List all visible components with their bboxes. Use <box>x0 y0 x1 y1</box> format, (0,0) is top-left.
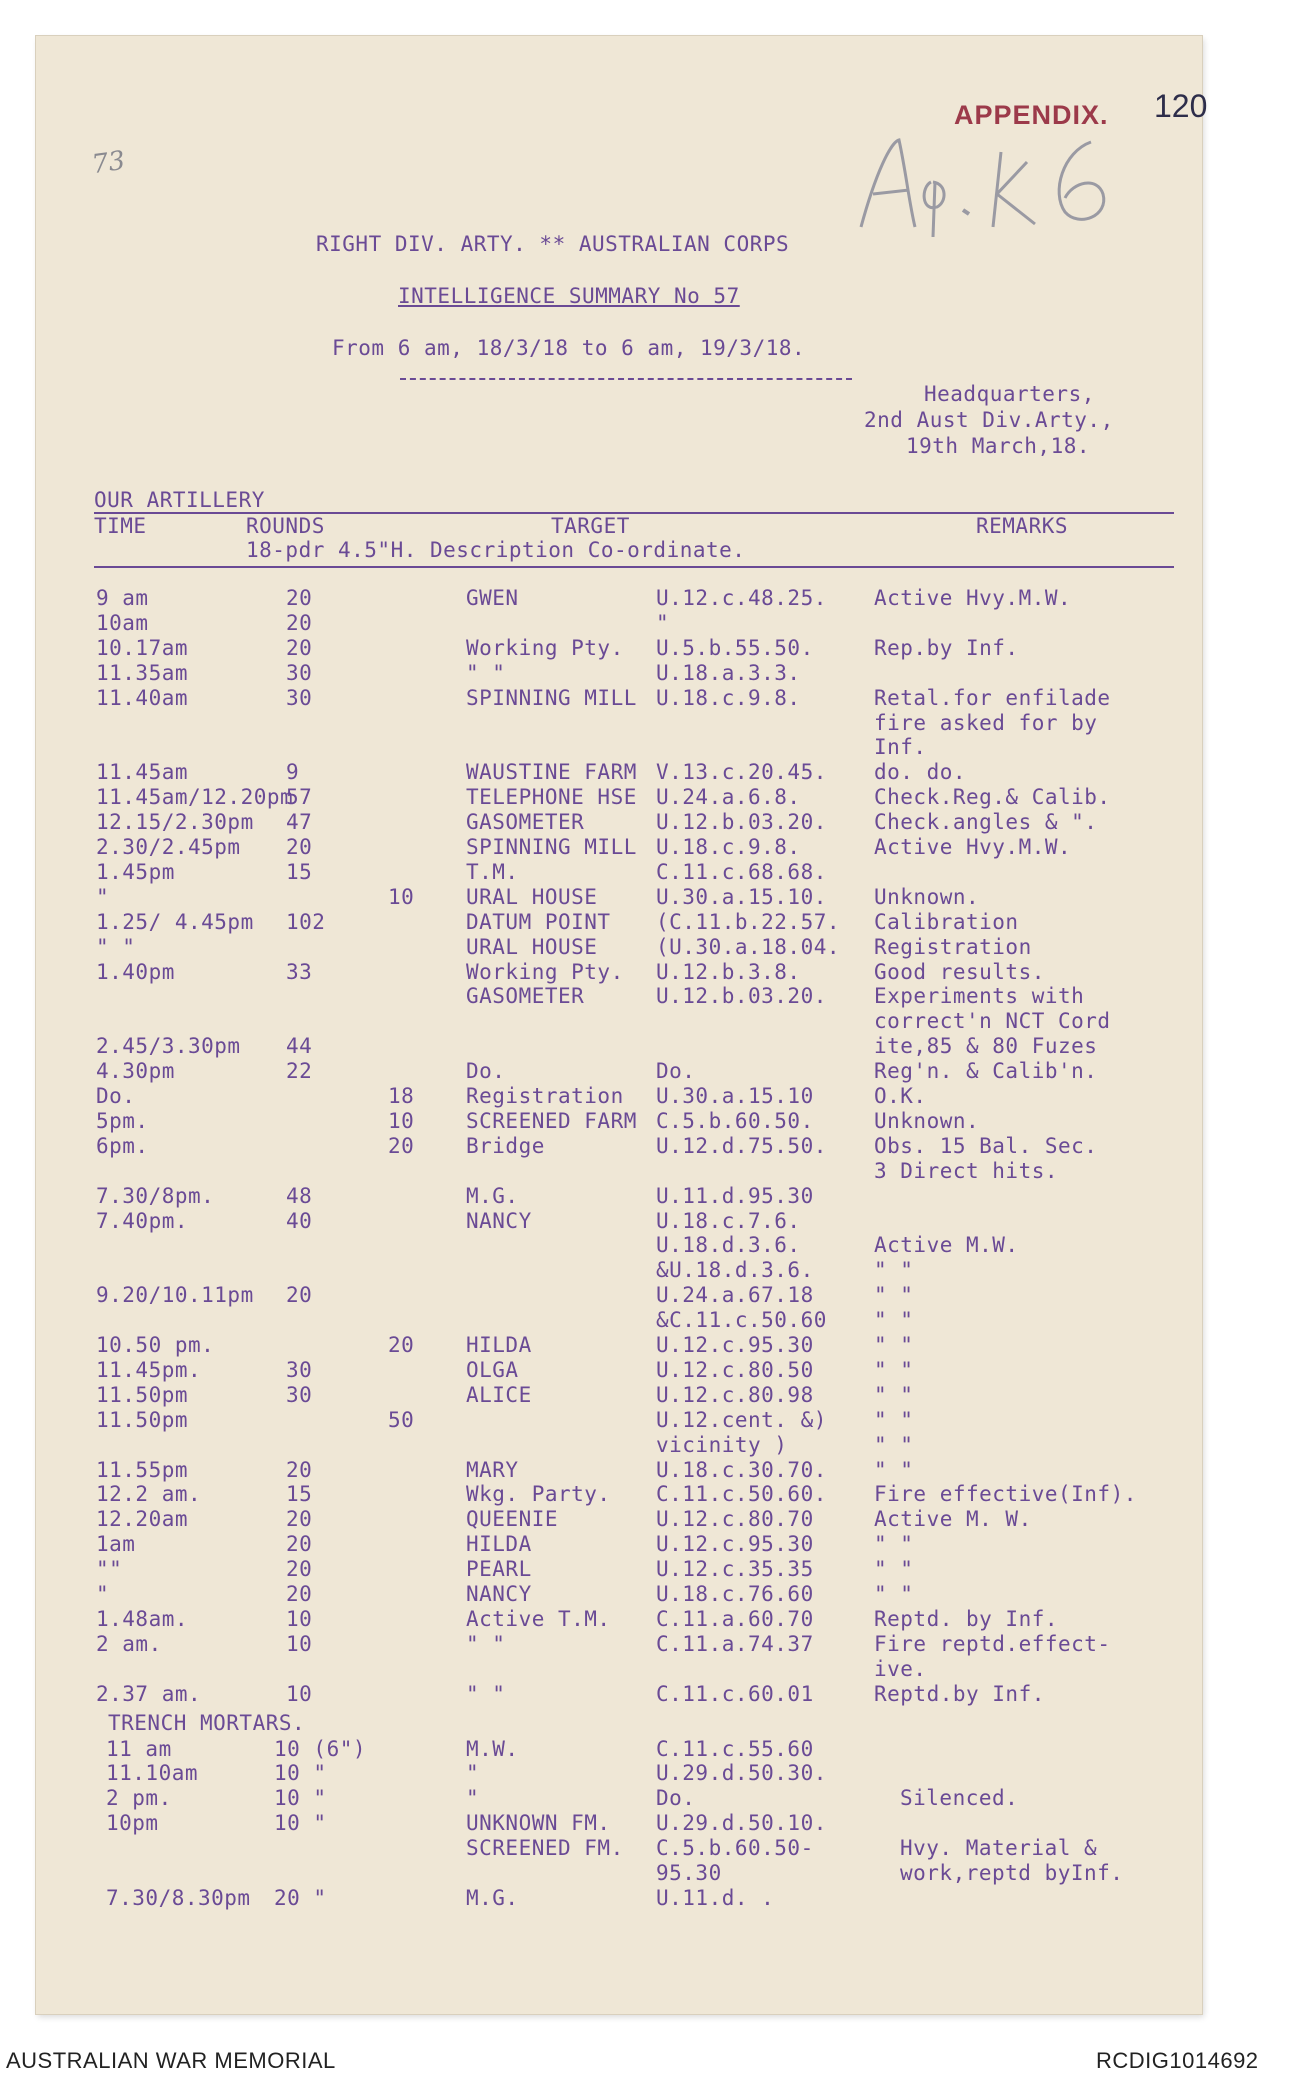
cell-rounds-18pdr: 30 <box>286 1382 313 1407</box>
table-row <box>36 835 1202 861</box>
cell-coordinate: U.12.c.80.50 <box>656 1357 814 1382</box>
cell-remarks: Active M.W. <box>874 1233 1019 1258</box>
cell-remarks: O.K. <box>874 1084 927 1108</box>
cell-description: SCREENED FM. <box>466 1836 624 1861</box>
table-row <box>36 1009 1202 1035</box>
table-row <box>36 1433 1202 1459</box>
table-row <box>36 1258 1202 1284</box>
cell-coordinate: C.5.b.60.50. <box>656 1108 814 1133</box>
cell-coordinate: U.18.c.30.70. <box>656 1457 827 1482</box>
cell-description: URAL HOUSE <box>466 934 598 959</box>
cell-rounds-18pdr: 33 <box>286 959 313 984</box>
cell-coordinate: U.12.c.35.35 <box>656 1557 814 1582</box>
cell-time: 10.17am <box>96 635 189 660</box>
table-row <box>36 1308 1202 1334</box>
cell-coordinate: U.11.d.95.30 <box>656 1183 814 1208</box>
cell-rounds-18pdr: 102 <box>286 909 326 934</box>
trench-mortars-title: TRENCH MORTARS. <box>108 1710 306 1735</box>
col-subheader: 18-pdr 4.5"H. Description Co-ordinate. <box>246 538 746 562</box>
table-row <box>36 1159 1202 1185</box>
table-row <box>36 1737 1202 1763</box>
cell-rounds-18pdr: 15 <box>286 859 313 884</box>
cell-time: " <box>96 884 110 909</box>
table-row <box>36 1811 1202 1837</box>
cell-description: HILDA <box>466 1532 532 1557</box>
cell-coordinate: U.30.a.15.10 <box>656 1084 814 1108</box>
cell-coordinate: vicinity ) <box>656 1432 788 1457</box>
cell-description: HILDA <box>466 1333 532 1357</box>
cell-coordinate: C.11.c.68.68. <box>656 859 827 884</box>
cell-time: 11.45pm. <box>96 1357 202 1382</box>
table-row <box>36 1532 1202 1558</box>
cell-coordinate: U.12.c.48.25. <box>656 586 827 610</box>
cell-time: 10.50 pm. <box>96 1333 215 1357</box>
cell-rounds-18pdr: 30 <box>286 685 313 710</box>
cell-remarks: Rep.by Inf. <box>874 635 1019 660</box>
cell-description: QUEENIE <box>466 1507 559 1532</box>
cell-remarks: " " <box>874 1582 914 1606</box>
cell-description: PEARL <box>466 1557 532 1582</box>
cell-coordinate: U.12.c.80.70 <box>656 1507 814 1532</box>
cell-description: SPINNING MILL <box>466 835 637 859</box>
cell-remarks: " " <box>874 1357 914 1382</box>
table-row <box>36 686 1202 712</box>
cell-time: 11.40am <box>96 685 189 710</box>
cell-description: TELEPHONE HSE <box>466 785 637 810</box>
cell-remarks: " " <box>874 1333 914 1357</box>
cell-rounds-18pdr: 9 <box>286 760 300 785</box>
cell-description: SPINNING MILL <box>466 685 637 710</box>
cell-description: Working Pty. <box>466 635 624 660</box>
cell-description: Registration <box>466 1084 624 1108</box>
cell-remarks: Hvy. Material & <box>900 1836 1098 1861</box>
cell-remarks: Check.Reg.& Calib. <box>874 785 1111 810</box>
cell-rounds-18pdr: 20 <box>286 1582 313 1606</box>
cell-remarks: Inf. <box>874 735 927 760</box>
table-row <box>36 1184 1202 1210</box>
cell-description: " " <box>466 660 506 685</box>
header-line-3: From 6 am, 18/3/18 to 6 am, 19/3/18. <box>332 336 806 360</box>
cell-time: 11.50pm <box>96 1382 189 1407</box>
cell-rounds-18pdr: 10 <box>286 1631 313 1656</box>
cell-description: Working Pty. <box>466 959 624 984</box>
cell-rounds-18pdr: 22 <box>286 1059 313 1084</box>
cell-rounds-18pdr: 20 <box>286 610 313 635</box>
cell-coordinate: Do. <box>656 1059 696 1084</box>
cell-remarks: " " <box>874 1382 914 1407</box>
cell-remarks: Reg'n. & Calib'n. <box>874 1059 1098 1084</box>
cell-time: 2 am. <box>96 1631 162 1656</box>
document-sheet <box>36 36 1208 2014</box>
cell-time: 7.30/8pm. <box>96 1183 215 1208</box>
cell-coordinate: U.12.b.03.20. <box>656 984 827 1009</box>
cell-rounds-18pdr: 20 <box>286 1507 313 1532</box>
cell-description: M.W. <box>466 1736 519 1761</box>
cell-time: 2 pm. <box>106 1786 172 1811</box>
cell-remarks: " " <box>874 1407 914 1432</box>
table-row <box>36 1383 1202 1409</box>
cell-rounds-18pdr: 20 <box>286 1557 313 1582</box>
cell-description: UNKNOWN FM. <box>466 1811 611 1836</box>
cell-time: 11.45am/12.20pm <box>96 785 294 810</box>
table-row <box>36 1861 1202 1887</box>
table-row <box>36 1607 1202 1633</box>
col-remarks: REMARKS <box>976 514 1069 538</box>
table-row <box>36 1582 1202 1608</box>
cell-coordinate: " <box>656 610 670 635</box>
cell-coordinate: C.5.b.60.50- <box>656 1836 814 1861</box>
cell-description: ALICE <box>466 1382 532 1407</box>
table-row <box>36 1632 1202 1658</box>
cell-rounds-45h: 50 <box>388 1407 415 1432</box>
cell-description: Bridge <box>466 1133 545 1158</box>
table-row <box>36 611 1202 637</box>
cell-description: " <box>466 1761 480 1786</box>
cell-remarks: Unknown. <box>874 884 980 909</box>
cell-remarks: Experiments with <box>874 984 1085 1009</box>
cell-remarks: " " <box>874 1457 914 1482</box>
cell-remarks: ive. <box>874 1656 927 1681</box>
cell-rounds-18pdr: 15 <box>286 1482 313 1507</box>
header-line-2: INTELLIGENCE SUMMARY No 57 <box>398 284 740 308</box>
cell-remarks: Fire reptd.effect- <box>874 1631 1111 1656</box>
appendix-stamp: APPENDIX. <box>954 100 1109 130</box>
cell-coordinate: U.24.a.67.18 <box>656 1283 814 1308</box>
cell-time: 5pm. <box>96 1108 149 1133</box>
table-row <box>36 935 1202 961</box>
cell-remarks: fire asked for by <box>874 710 1098 735</box>
cell-rounds: 10 " <box>274 1811 327 1836</box>
cell-time: 6pm. <box>96 1133 149 1158</box>
cell-remarks: Reptd.by Inf. <box>874 1681 1045 1706</box>
cell-time: "" <box>96 1557 123 1582</box>
cell-description: GASOMETER <box>466 810 585 835</box>
cell-rounds-18pdr: 20 <box>286 586 313 610</box>
cell-description: " " <box>466 1681 506 1706</box>
table-row <box>36 586 1202 612</box>
hq-line-1: Headquarters, <box>924 382 1095 406</box>
cell-description: GASOMETER <box>466 984 585 1009</box>
cell-time: 11.35am <box>96 660 189 685</box>
cell-rounds-18pdr: 20 <box>286 835 313 859</box>
cell-time: 1.25/ 4.45pm <box>96 909 254 934</box>
cell-time: 10pm <box>106 1811 159 1836</box>
cell-remarks: correct'n NCT Cord <box>874 1009 1111 1034</box>
cell-coordinate: U.12.c.80.98 <box>656 1382 814 1407</box>
hq-line-3: 19th March,18. <box>906 434 1091 458</box>
table-row <box>36 885 1202 911</box>
col-rounds: ROUNDS <box>246 514 325 538</box>
cell-rounds-18pdr: 20 <box>286 1457 313 1482</box>
cell-remarks: Obs. 15 Bal. Sec. <box>874 1133 1098 1158</box>
table-row <box>36 1786 1202 1812</box>
cell-time: 11.10am <box>106 1761 199 1786</box>
cell-time: 7.30/8.30pm <box>106 1885 251 1910</box>
col-time: TIME <box>94 514 147 538</box>
cell-time: 11.50pm <box>96 1407 189 1432</box>
table-row <box>36 661 1202 687</box>
cell-coordinate: U.18.c.76.60 <box>656 1582 814 1606</box>
appendix-number: 120 <box>1154 88 1208 124</box>
cell-remarks: " " <box>874 1258 914 1283</box>
cell-coordinate: (U.30.a.18.04. <box>656 934 841 959</box>
cell-time: 11.55pm <box>96 1457 189 1482</box>
corner-number: 73 <box>90 145 128 181</box>
cell-rounds-45h: 20 <box>388 1333 415 1357</box>
cell-coordinate: U.29.d.50.10. <box>656 1811 827 1836</box>
header-dash-rule <box>400 378 852 380</box>
table-row <box>36 1408 1202 1434</box>
cell-coordinate: U.12.c.95.30 <box>656 1532 814 1557</box>
cell-coordinate: U.18.c.9.8. <box>656 835 801 859</box>
table-row <box>36 1109 1202 1135</box>
cell-coordinate: C.11.a.60.70 <box>656 1606 814 1631</box>
cell-description: Wkg. Party. <box>466 1482 611 1507</box>
cell-rounds-18pdr: 10 <box>286 1681 313 1706</box>
cell-time: 4.30pm <box>96 1059 175 1084</box>
table-row <box>36 910 1202 936</box>
table-row <box>36 1557 1202 1583</box>
cell-coordinate: U.12.d.75.50. <box>656 1133 827 1158</box>
cell-remarks: Registration <box>874 934 1032 959</box>
cell-time: 1am <box>96 1532 136 1557</box>
cell-coordinate: U.12.b.3.8. <box>656 959 801 984</box>
cell-remarks: " " <box>874 1308 914 1333</box>
section-title: OUR ARTILLERY <box>94 488 265 512</box>
cell-coordinate: &U.18.d.3.6. <box>656 1258 814 1283</box>
cell-remarks: work,reptd byInf. <box>900 1861 1124 1885</box>
cell-time: 9.20/10.11pm <box>96 1283 254 1308</box>
footer-source: AUSTRALIAN WAR MEMORIAL <box>6 2048 336 2073</box>
cell-coordinate: U.11.d. . <box>656 1885 775 1910</box>
cell-time: Do. <box>96 1084 136 1108</box>
cell-rounds-45h: 20 <box>388 1133 415 1158</box>
cell-coordinate: U.18.c.7.6. <box>656 1208 801 1233</box>
cell-remarks: Calibration <box>874 909 1019 934</box>
cell-remarks: " " <box>874 1557 914 1582</box>
cell-coordinate: U.12.c.95.30 <box>656 1333 814 1357</box>
cell-description: " <box>466 1786 480 1811</box>
cell-description: M.G. <box>466 1183 519 1208</box>
cell-description: M.G. <box>466 1885 519 1910</box>
cell-description: URAL HOUSE <box>466 884 598 909</box>
cell-coordinate: U.29.d.50.30. <box>656 1761 827 1786</box>
cell-rounds-18pdr: 40 <box>286 1208 313 1233</box>
table-row <box>36 711 1202 737</box>
cell-time: " <box>96 1582 110 1606</box>
cell-coordinate: &C.11.c.50.60 <box>656 1308 827 1333</box>
cell-time: 1.40pm <box>96 959 175 984</box>
table-row <box>36 1761 1202 1787</box>
cell-time: 1.45pm <box>96 859 175 884</box>
cell-time: 2.37 am. <box>96 1681 202 1706</box>
cell-time: 2.45/3.30pm <box>96 1034 241 1059</box>
cell-rounds-18pdr: 10 <box>286 1606 313 1631</box>
cell-description: Active T.M. <box>466 1606 611 1631</box>
cell-remarks: Retal.for enfilade <box>874 685 1111 710</box>
cell-remarks: ite,85 & 80 Fuzes <box>874 1034 1098 1059</box>
cell-rounds-45h: 18 <box>388 1084 415 1108</box>
cell-time: 12.20am <box>96 1507 189 1532</box>
cell-remarks: Fire effective(Inf). <box>874 1482 1137 1507</box>
cell-time: 12.15/2.30pm <box>96 810 254 835</box>
table-row <box>36 1836 1202 1862</box>
cell-remarks: Unknown. <box>874 1108 980 1133</box>
cell-time: 11 am <box>106 1736 172 1761</box>
cell-coordinate: C.11.c.55.60 <box>656 1736 814 1761</box>
cell-time: " " <box>96 934 136 959</box>
cell-time: 12.2 am. <box>96 1482 202 1507</box>
cell-rounds: 10 " <box>274 1761 327 1786</box>
cell-time: 10am <box>96 610 149 635</box>
cell-remarks: Active Hvy.M.W. <box>874 835 1072 859</box>
table-row <box>36 960 1202 986</box>
cell-coordinate: U.24.a.6.8. <box>656 785 801 810</box>
table-row <box>36 1034 1202 1060</box>
cell-rounds-18pdr: 20 <box>286 1532 313 1557</box>
cell-coordinate: C.11.c.60.01 <box>656 1681 814 1706</box>
cell-coordinate: U.12.cent. &) <box>656 1407 827 1432</box>
cell-description: OLGA <box>466 1357 519 1382</box>
cell-coordinate: C.11.c.50.60. <box>656 1482 827 1507</box>
table-row <box>36 1657 1202 1683</box>
cell-coordinate: C.11.a.74.37 <box>656 1631 814 1656</box>
cell-rounds-45h: 10 <box>388 1108 415 1133</box>
table-row <box>36 1458 1202 1484</box>
table-row <box>36 1507 1202 1533</box>
table-row <box>36 1059 1202 1085</box>
table-row <box>36 1333 1202 1359</box>
cell-coordinate: U.12.b.03.20. <box>656 810 827 835</box>
cell-description: T.M. <box>466 859 519 884</box>
cell-description: Do. <box>466 1059 506 1084</box>
table-row <box>36 1084 1202 1110</box>
table-row <box>36 810 1202 836</box>
table-row <box>36 1233 1202 1259</box>
cell-rounds-18pdr: 44 <box>286 1034 313 1059</box>
cell-time: 1.48am. <box>96 1606 189 1631</box>
cell-rounds-18pdr: 20 <box>286 1283 313 1308</box>
cell-description: NANCY <box>466 1582 532 1606</box>
cell-rounds-18pdr: 20 <box>286 635 313 660</box>
footer-id: RCDIG1014692 <box>1096 2048 1259 2073</box>
cell-rounds-18pdr: 47 <box>286 810 313 835</box>
cell-description: " " <box>466 1631 506 1656</box>
cell-coordinate: V.13.c.20.45. <box>656 760 827 785</box>
table-row <box>36 1283 1202 1309</box>
cell-remarks: " " <box>874 1432 914 1457</box>
cell-rounds: 20 " <box>274 1885 327 1910</box>
cell-remarks: " " <box>874 1532 914 1557</box>
cell-description: GWEN <box>466 586 519 610</box>
table-row <box>36 984 1202 1010</box>
header-rule-bottom <box>94 566 1174 568</box>
cell-time: 7.40pm. <box>96 1208 189 1233</box>
cell-rounds: 10 (6") <box>274 1736 367 1761</box>
cell-description: SCREENED FARM <box>466 1108 637 1133</box>
table-row <box>36 760 1202 786</box>
cell-remarks: " " <box>874 1283 914 1308</box>
cell-remarks: Reptd. by Inf. <box>874 1606 1059 1631</box>
table-row <box>36 1482 1202 1508</box>
cell-rounds-45h: 10 <box>388 884 415 909</box>
table-row <box>36 1886 1202 1912</box>
table-row <box>36 785 1202 811</box>
cell-remarks: 3 Direct hits. <box>874 1158 1059 1183</box>
cell-time: 11.45am <box>96 760 189 785</box>
cell-coordinate: Do. <box>656 1786 696 1811</box>
cell-time: 9 am <box>96 586 149 610</box>
cell-coordinate: U.30.a.15.10. <box>656 884 827 909</box>
cell-coordinate: U.18.c.9.8. <box>656 685 801 710</box>
cell-coordinate: 95.30 <box>656 1861 722 1885</box>
cell-coordinate: U.5.b.55.50. <box>656 635 814 660</box>
cell-coordinate: (C.11.b.22.57. <box>656 909 841 934</box>
handwritten-annotation <box>851 132 1151 242</box>
cell-rounds-18pdr: 30 <box>286 660 313 685</box>
cell-rounds: 10 " <box>274 1786 327 1811</box>
cell-remarks: do. do. <box>874 760 967 785</box>
cell-remarks: Active M. W. <box>874 1507 1032 1532</box>
cell-description: MARY <box>466 1457 519 1482</box>
cell-remarks: Good results. <box>874 959 1045 984</box>
table-row <box>36 860 1202 886</box>
cell-coordinate: U.18.a.3.3. <box>656 660 801 685</box>
table-row <box>36 1209 1202 1235</box>
table-row <box>36 1682 1202 1708</box>
cell-description: NANCY <box>466 1208 532 1233</box>
col-target: TARGET <box>551 514 630 538</box>
cell-rounds-18pdr: 57 <box>286 785 313 810</box>
header-line-1: RIGHT DIV. ARTY. ** AUSTRALIAN CORPS <box>316 232 790 256</box>
table-row <box>36 1358 1202 1384</box>
table-row <box>36 636 1202 662</box>
cell-time: 2.30/2.45pm <box>96 835 241 859</box>
hq-line-2: 2nd Aust Div.Arty., <box>864 408 1114 432</box>
cell-rounds-18pdr: 48 <box>286 1183 313 1208</box>
table-row <box>36 735 1202 761</box>
cell-coordinate: U.18.d.3.6. <box>656 1233 801 1258</box>
table-row <box>36 1134 1202 1160</box>
cell-remarks: Active Hvy.M.W. <box>874 586 1072 610</box>
cell-rounds-18pdr: 30 <box>286 1357 313 1382</box>
cell-description: DATUM POINT <box>466 909 611 934</box>
cell-remarks: Check.angles & ". <box>874 810 1098 835</box>
cell-remarks: Silenced. <box>900 1786 1019 1811</box>
cell-description: WAUSTINE FARM <box>466 760 637 785</box>
